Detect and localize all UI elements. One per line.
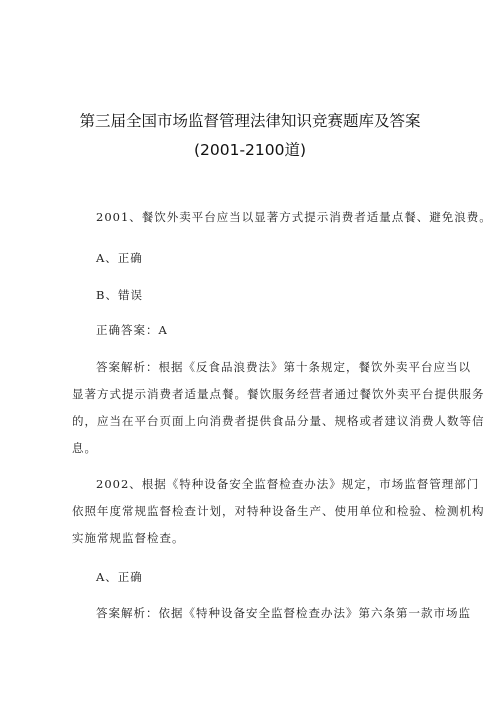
question-2002-text-line: 实施常规监督检查。	[72, 531, 185, 545]
question-2002-option-a: A、正确	[96, 570, 143, 584]
document-title: 第三届全国市场监督管理法律知识竞赛题库及答案	[79, 112, 421, 130]
question-2002-text-line: 依照年度常规监督检查计划，对特种设备生产、使用单位和检验、检测机构	[72, 504, 485, 518]
document-subtitle: (2001-2100道)	[193, 141, 307, 159]
question-2001-option-b: B、错误	[96, 288, 143, 302]
question-2001-analysis-line: 答案解析：根据《反食品浪费法》第十条规定，餐饮外卖平台应当以	[96, 360, 471, 374]
question-2001-analysis-line: 显著方式提示消费者适量点餐。餐饮服务经营者通过餐饮外卖平台提供服务	[72, 387, 485, 401]
question-2001-correct-answer: 正确答案：A	[96, 323, 168, 337]
question-2002-analysis-line: 答案解析：依据《特种设备安全监督检查办法》第六条第一款市场监	[96, 606, 471, 620]
question-2001-analysis-line: 的，应当在平台页面上向消费者提供食品分量、规格或者建议消费人数等信	[72, 414, 485, 428]
question-2001-text: 2001、餐饮外卖平台应当以显著方式提示消费者适量点餐、避免浪费。	[96, 210, 492, 224]
question-2002-text-line: 2002、根据《特种设备安全监督检查办法》规定，市场监督管理部门	[96, 477, 480, 491]
question-2001-analysis-line: 息。	[72, 441, 97, 455]
question-2001-option-a: A、正确	[96, 251, 143, 265]
